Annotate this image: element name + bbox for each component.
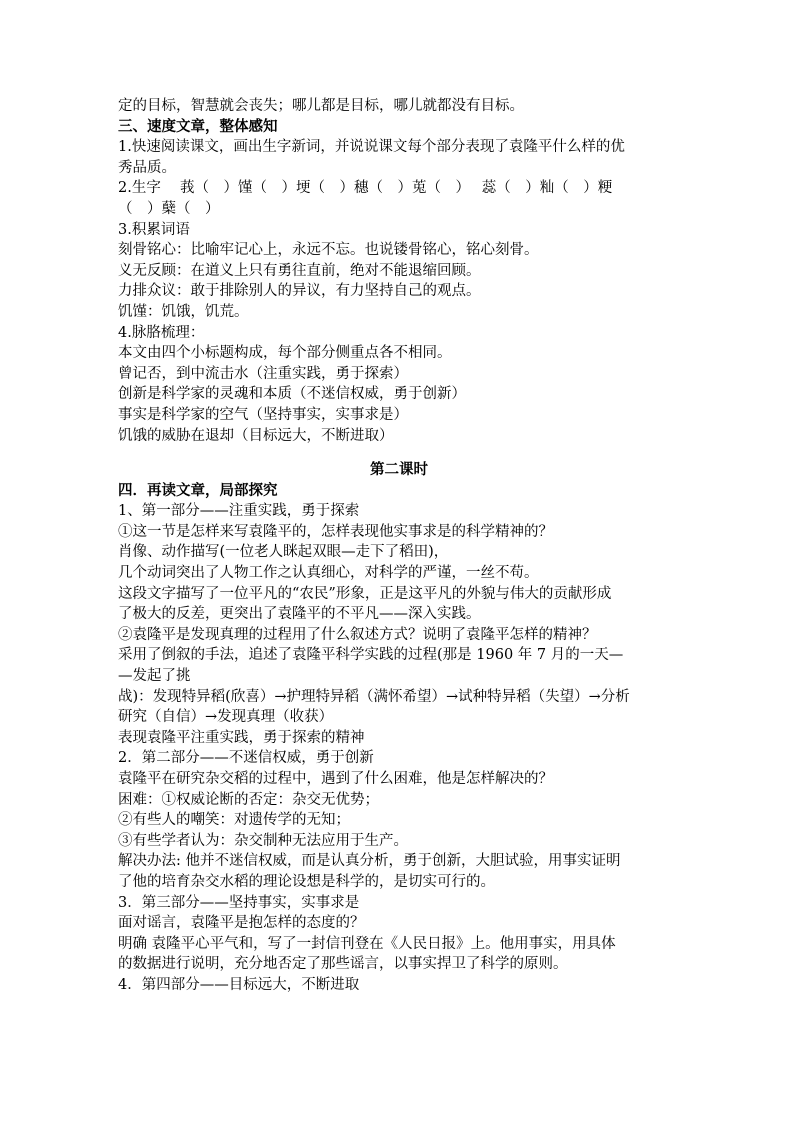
text-line: 的数据进行说明，充分地否定了那些谣言，以事实捍卫了科学的原则。 — [118, 956, 568, 973]
text-line: 3.积累词语 — [118, 221, 190, 238]
lesson-title: 第二课时 — [370, 461, 428, 479]
text-line: 2．第二部分——不迷信权威，勇于创新 — [118, 750, 374, 767]
text-line: 力排众议：敢于排除别人的异议，有力坚持自己的观点。 — [118, 283, 481, 300]
text-line: ②袁隆平是发现真理的过程用了什么叙述方式？说明了袁隆平怎样的精神？ — [118, 626, 597, 643]
text-line: 刻骨铭心：比喻牢记心上，永远不忘。也说镂骨铭心，铭心刻骨。 — [118, 242, 539, 259]
text-line: 战)：发现特异稻(欣喜）→护理特异稻（满怀希望）→试种特异稻（失望）→分析 — [118, 688, 630, 705]
text-line: 3．第三部分——坚持事实，实事求是 — [118, 894, 360, 911]
text-line: 饥饿的威胁在退却（目标远大，不断进取） — [118, 427, 394, 444]
text-line: 4.脉胳梳理： — [118, 324, 205, 341]
text-line: 解决办法: 他并不迷信权威，而是认真分析，勇于创新，大胆试验，用事实证明 — [118, 853, 621, 870]
text-line: 创新是科学家的灵魂和本质（不迷信权威，勇于创新） — [118, 386, 466, 403]
text-line: 2.生字 莪（ ）馑（ ）埂（ ）穗（ ）莵（ ） 蕊（ ）籼（ ）粳 — [118, 180, 613, 197]
text-line: 了他的培育杂交水稻的理论设想是科学的，是切实可行的。 — [118, 873, 495, 890]
text-line: 义无反顾：在道义上只有勇往直前，绝对不能退缩回顾。 — [118, 262, 481, 279]
text-line: 1、第一部分——注重实践，勇于探索 — [118, 503, 360, 520]
text-line: ②有些人的嘲笑：对遗传学的无知； — [118, 812, 350, 829]
text-line: 定的目标，智慧就会丧失；哪儿都是目标，哪儿就都没有目标。 — [118, 98, 524, 114]
text-line: 饥馑：饥饿，饥荒。 — [118, 303, 249, 320]
text-line: 面对谣言，袁隆平是抱怎样的态度的？ — [118, 915, 365, 932]
text-line: 秀品质。 — [118, 159, 176, 176]
text-line: —发起了挑 — [118, 668, 191, 685]
text-line: 1.快速阅读课文，画出生字新词，并说说课文每个部分表现了袁隆平什么样的优 — [118, 139, 625, 156]
text-line: 事实是科学家的空气（坚持事实，实事求是） — [118, 406, 408, 423]
text-line: 表现袁隆平注重实践，勇于探索的精神 — [118, 729, 365, 746]
spacer — [118, 446, 680, 460]
text-line: ③有些学者认为：杂交制种无法应用于生产。 — [118, 832, 408, 849]
section-heading: 三、速度文章，整体感知 — [118, 117, 278, 135]
text-line: 困难：①权威论断的否定：杂交无优势； — [118, 791, 379, 808]
text-line: ①这一节是怎样来写袁隆平的，怎样表现他实事求是的科学精神的？ — [118, 523, 553, 540]
text-line: 肖像、动作描写(一位老人眯起双眼—走下了稻田)， — [118, 544, 449, 561]
text-line: 研究（自信）→发现真理（收获） — [118, 709, 334, 726]
text-line: 曾记否，到中流击水（注重实践，勇于探索） — [118, 365, 408, 382]
text-line: 了极大的反差，更突出了袁隆平的不平凡——深入实践。 — [118, 606, 481, 623]
section-heading: 四．再读文章，局部探究 — [118, 481, 278, 499]
text-line: 本文由四个小标题构成，每个部分侧重点各不相同。 — [118, 345, 452, 362]
text-line: 袁隆平在研究杂交稻的过程中，遇到了什么困难，他是怎样解决的？ — [118, 771, 553, 787]
text-line: 明确 袁隆平心平气和，写了一封信刊登在《人民日报》上。他用事实，用具体 — [118, 935, 616, 952]
text-line: 采用了倒叙的手法，追述了袁隆平科学实践的过程(那是 1960 年 7 月的一天— — [118, 647, 624, 664]
text-line: （ ）蘖（ ） — [118, 200, 220, 217]
text-line: 4．第四部分——目标远大，不断进取 — [118, 976, 360, 993]
text-line: 这段文字描写了一位平凡的“农民”形象，正是这平凡的外貌与伟大的贡献形成 — [118, 585, 612, 602]
document-page — [118, 96, 680, 996]
text-line: 几个动词突出了人物工作之认真细心，对科学的严谨，一丝不苟。 — [118, 565, 539, 582]
